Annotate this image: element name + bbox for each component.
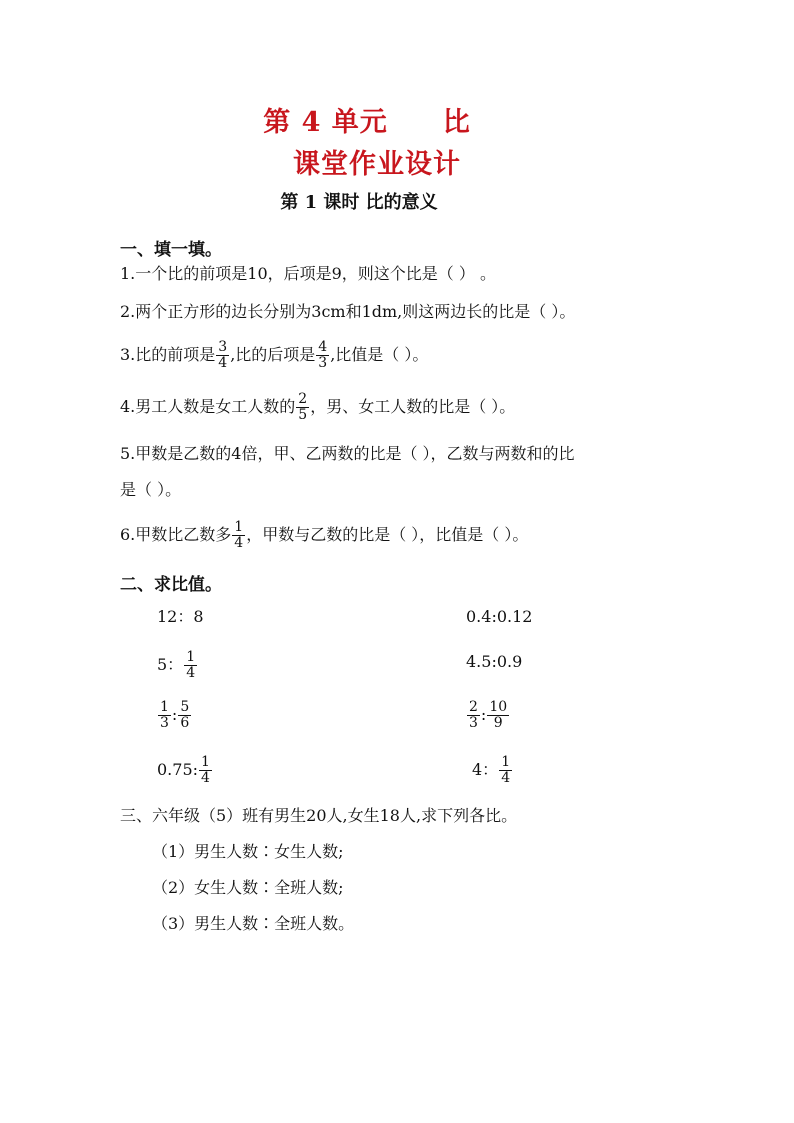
- denominator: 4: [501, 770, 511, 786]
- part-3: （3）男生人数∶全班人数。: [152, 914, 355, 933]
- unit-number: 第 4 单元: [263, 107, 388, 138]
- fraction: [296, 392, 309, 423]
- ratio-sign: :: [171, 705, 178, 724]
- section-1-heading: 一、填一填。: [120, 240, 222, 260]
- part-1: （1）男生人数∶女生人数;: [152, 842, 344, 861]
- q6-text-a: 6.甲数比乙数多: [120, 525, 232, 544]
- question-5-line-1: 5.甲数是乙数的4倍，甲、乙两数的比是（ ），乙数与两数和的比: [120, 444, 575, 463]
- question-6: [120, 520, 528, 551]
- fraction: [316, 340, 329, 371]
- fraction: [467, 700, 480, 731]
- numerator: 2: [298, 391, 308, 407]
- question-5-line-2: 是（ ）。: [120, 480, 182, 499]
- expression-2: 0.4:0.12: [466, 607, 533, 626]
- denominator: 4: [218, 355, 228, 371]
- denominator: 6: [180, 715, 190, 731]
- numerator: 3: [218, 339, 228, 355]
- expression-7: [157, 755, 213, 786]
- numerator: 2: [469, 699, 478, 715]
- fraction: [199, 755, 212, 786]
- ratio-sign: :: [480, 705, 487, 724]
- expression-5: [157, 700, 192, 731]
- denominator: 3: [318, 355, 328, 371]
- denominator: 3: [469, 715, 478, 731]
- e8-text: 4：: [472, 760, 499, 779]
- denominator: 4: [186, 665, 196, 681]
- question-3: [120, 340, 428, 371]
- q3-text-c: ,比值是（ ）。: [330, 345, 429, 364]
- expression-1: 12：8: [157, 607, 204, 626]
- expression-4: 4.5:0.9: [466, 652, 523, 671]
- fraction: [216, 340, 229, 371]
- denominator: 5: [298, 407, 308, 423]
- numerator: 4: [318, 339, 328, 355]
- numerator: 1: [234, 519, 244, 535]
- q3-text-a: 3.比的前项是: [120, 345, 216, 364]
- q3-text-b: ,比的后项是: [230, 345, 316, 364]
- e3-text: 5：: [157, 655, 184, 674]
- part-2: （2）女生人数∶全班人数;: [152, 878, 344, 897]
- q4-text-a: 4.男工人数是女工人数的: [120, 397, 296, 416]
- question-1: 1.一个比的前项是10，后项是9，则这个比是（ ） 。: [120, 264, 496, 283]
- fraction: [499, 755, 512, 786]
- question-4: [120, 392, 515, 423]
- fraction: [178, 700, 191, 731]
- fraction: [158, 700, 171, 731]
- lesson-title: 第 1 课时 比的意义: [280, 192, 438, 213]
- fraction: [487, 700, 509, 731]
- section-3-heading: 三、六年级（5）班有男生20人,女生18人,求下列各比。: [120, 806, 518, 825]
- denominator: 3: [160, 715, 169, 731]
- numerator: 5: [180, 699, 190, 715]
- numerator: 10: [489, 699, 508, 715]
- q4-text-b: ，男、女工人数的比是（ ）。: [310, 397, 516, 416]
- page-subtitle: 课堂作业设计: [293, 149, 461, 180]
- fraction: [184, 650, 197, 681]
- question-2: 2.两个正方形的边长分别为3cm和1dm,则这两边长的比是（ ）。: [120, 302, 576, 321]
- numerator: 1: [186, 649, 196, 665]
- unit-title: [0, 100, 764, 139]
- expression-8: [472, 755, 513, 786]
- numerator: 1: [201, 754, 210, 770]
- fraction: [232, 520, 245, 551]
- numerator: 1: [501, 754, 511, 770]
- denominator: 9: [493, 715, 503, 731]
- q6-text-b: ，甲数与乙数的比是（ ），比值是（ ）。: [246, 525, 529, 544]
- expression-3: [157, 650, 198, 681]
- expression-6: [466, 700, 510, 731]
- unit-topic: 比: [442, 107, 471, 138]
- denominator: 4: [234, 535, 244, 551]
- e7-text: 0.75:: [157, 760, 199, 779]
- section-2-heading: 二、求比值。: [120, 575, 222, 595]
- denominator: 4: [201, 770, 210, 786]
- numerator: 1: [160, 699, 169, 715]
